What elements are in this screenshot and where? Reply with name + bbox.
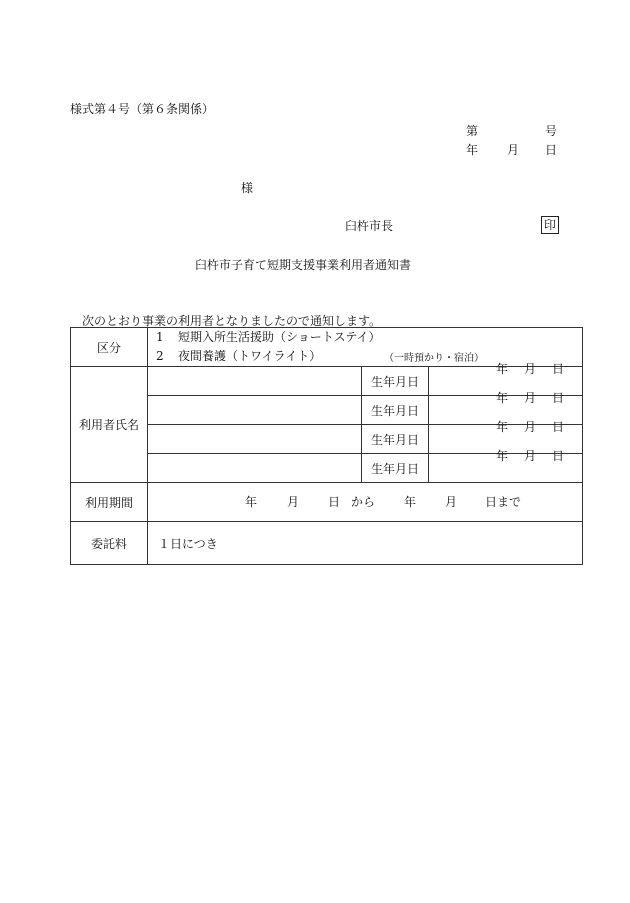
period-row xyxy=(71,483,583,522)
issuer: 臼杵市長 xyxy=(345,219,394,233)
user-row xyxy=(71,454,583,483)
birth-label: 生年月日 xyxy=(362,425,429,454)
period-field[interactable] xyxy=(148,483,583,522)
birth-day: 日 xyxy=(552,449,565,463)
kubun-item-number: 2 xyxy=(156,349,164,363)
user-name-field[interactable] xyxy=(148,454,362,483)
birth-month: 月 xyxy=(524,391,537,405)
birth-year: 年 xyxy=(496,362,509,376)
birth-month: 月 xyxy=(524,362,537,376)
birth-year: 年 xyxy=(496,420,509,434)
kubun-item xyxy=(148,328,582,347)
kubun-cell xyxy=(148,328,583,367)
birth-month: 月 xyxy=(524,449,537,463)
notice-table xyxy=(70,327,583,565)
fee-row xyxy=(71,522,583,565)
birth-year: 年 xyxy=(496,391,509,405)
period-month-start: 月 xyxy=(287,495,300,509)
document-title: 臼杵市子育て短期支援事業利用者通知書 xyxy=(195,258,412,272)
birth-day: 日 xyxy=(552,420,565,434)
birth-date-field[interactable] xyxy=(429,449,583,483)
user-label: 利用者氏名 xyxy=(71,367,148,483)
birth-day: 日 xyxy=(552,362,565,376)
birth-label: 生年月日 xyxy=(362,454,429,483)
birth-year: 年 xyxy=(496,449,509,463)
period-year-end: 年 xyxy=(404,495,417,509)
user-name-field[interactable] xyxy=(148,367,362,396)
period-year-start: 年 xyxy=(245,495,258,509)
kubun-label: 区分 xyxy=(71,328,148,367)
period-month-end: 月 xyxy=(445,495,458,509)
kubun-item-text: 短期入所生活援助（ショートステイ） xyxy=(178,330,381,344)
intro-text: 次のとおり事業の利用者となりましたので通知します。 xyxy=(82,314,382,328)
kubun-note: （一時預かり・宿泊） xyxy=(384,353,484,364)
user-name-field[interactable] xyxy=(148,396,362,425)
kubun-item-text: 夜間養護（トワイライト） xyxy=(178,349,322,363)
fee-label: 委託料 xyxy=(71,522,148,565)
form-id: 様式第４号（第６条関係） xyxy=(70,102,215,116)
birth-day: 日 xyxy=(552,391,565,405)
date-year: 年 xyxy=(466,143,479,157)
period-day-start: 日 xyxy=(328,495,341,509)
date-month: 月 xyxy=(507,143,520,157)
addressee-suffix: 様 xyxy=(241,181,254,195)
birth-label: 生年月日 xyxy=(362,367,429,396)
period-values xyxy=(148,483,582,521)
doc-number-prefix: 第 xyxy=(466,124,479,138)
kubun-item-number: 1 xyxy=(156,330,164,344)
kubun-item xyxy=(148,347,582,366)
birth-label: 生年月日 xyxy=(362,396,429,425)
doc-number-suffix: 号 xyxy=(545,124,558,138)
date-day: 日 xyxy=(545,143,558,157)
period-day-end: 日まで xyxy=(485,495,522,509)
period-label: 利用期間 xyxy=(71,483,148,522)
period-from: から xyxy=(351,495,376,509)
birth-month: 月 xyxy=(524,420,537,434)
seal-mark: 印 xyxy=(541,216,559,234)
user-name-field[interactable] xyxy=(148,425,362,454)
fee-field[interactable]: １日につき xyxy=(148,522,583,565)
